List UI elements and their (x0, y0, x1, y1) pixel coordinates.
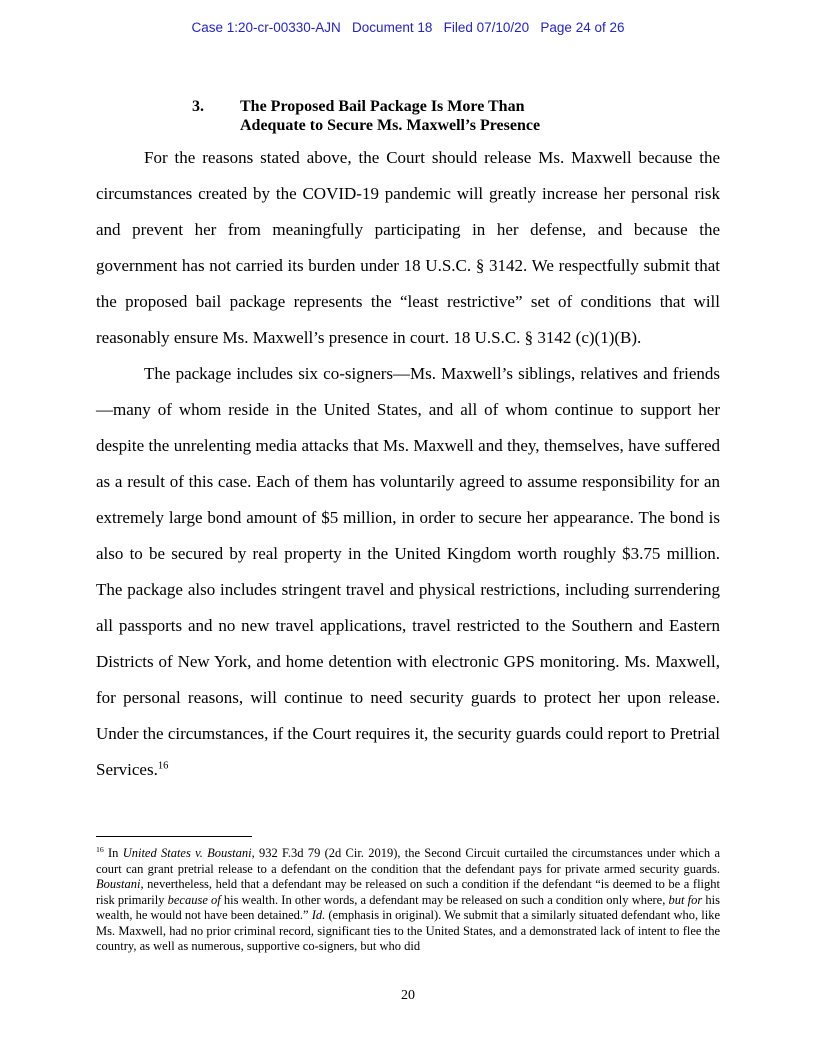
footnote-text: In United States v. Boustani, 932 F.3d 79 (2d Cir. 2019), the Second Circuit curtailed the circumstances under which a court can grant pretrial release to a defendant on the condition that the defendant pays for private armed security guards. Boustani, nevertheless, held that a defendant may be released on such a condition if the defendant “is deemed to be a flight risk primarily because of his wealth. In other words, a defendant may be released on such a condition only where, but for his wealth, he would not have been detained.” Id. (emphasis in original). We submit that a similarly situated defendant who, like Ms. Maxwell, had no prior criminal record, significant ties to the United States, and a demonstrated lack of intent to flee the country, as well as numerous, supportive co-signers, but who did (96, 846, 721, 953)
body-paragraph-text: The package includes six co-signers—Ms. Maxwell’s siblings, relatives and friends—many of whom reside in the United States, and all of whom continue to support her despite the unrelenting media attacks that Ms. Maxwell and they, themselves, have suffered as a result of this case. Each of them has voluntarily agreed to assume responsibility for an extremely large bond amount of $5 million, in order to secure her appearance. The bond is also to be secured by real property in the United Kingdom worth roughly $3.75 million. The package also includes stringent travel and physical restrictions, including surrendering all passports and no new travel applications, travel restricted to the Southern and Eastern Districts of New York, and home detention with electronic GPS monitoring. Ms. Maxwell, for personal reasons, will continue to need security guards to protect her upon release. Under the circumstances, if the Court requires it, the security guards could report to Pretrial Services. (96, 364, 720, 779)
footnote (96, 846, 720, 955)
section-heading (192, 97, 540, 135)
footnote-marker: 16 (96, 844, 104, 854)
footnote-reference: 16 (157, 760, 169, 772)
body-paragraph (96, 356, 720, 788)
page-number: 20 (401, 988, 415, 1003)
section-number: 3. (192, 98, 204, 115)
body-paragraph: For the reasons stated above, the Court should release Ms. Maxwell because the circumstances created by the COVID-19 pandemic will greatly increase her personal risk and prevent her from meaningfully participating in her defense, and because the government has not carried its burden under 18 U.S.C. § 3142. We respectfully submit that the proposed bail package represents the “least restrictive” set of conditions that will reasonably ensure Ms. Maxwell’s presence in court. 18 U.S.C. § 3142 (c)(1)(B). (96, 148, 720, 347)
document-body (96, 140, 720, 788)
footnote-area (96, 836, 720, 955)
section-heading-line1: The Proposed Bail Package Is More Than (240, 98, 525, 115)
section-heading-text (240, 97, 540, 135)
case-header: Case 1:20-cr-00330-AJN Document 18 Filed 07/10/20 Page 24 of 26 (191, 20, 625, 35)
footnote-separator (96, 836, 252, 837)
section-heading-line2: Adequate to Secure Ms. Maxwell’s Presence (240, 117, 541, 134)
